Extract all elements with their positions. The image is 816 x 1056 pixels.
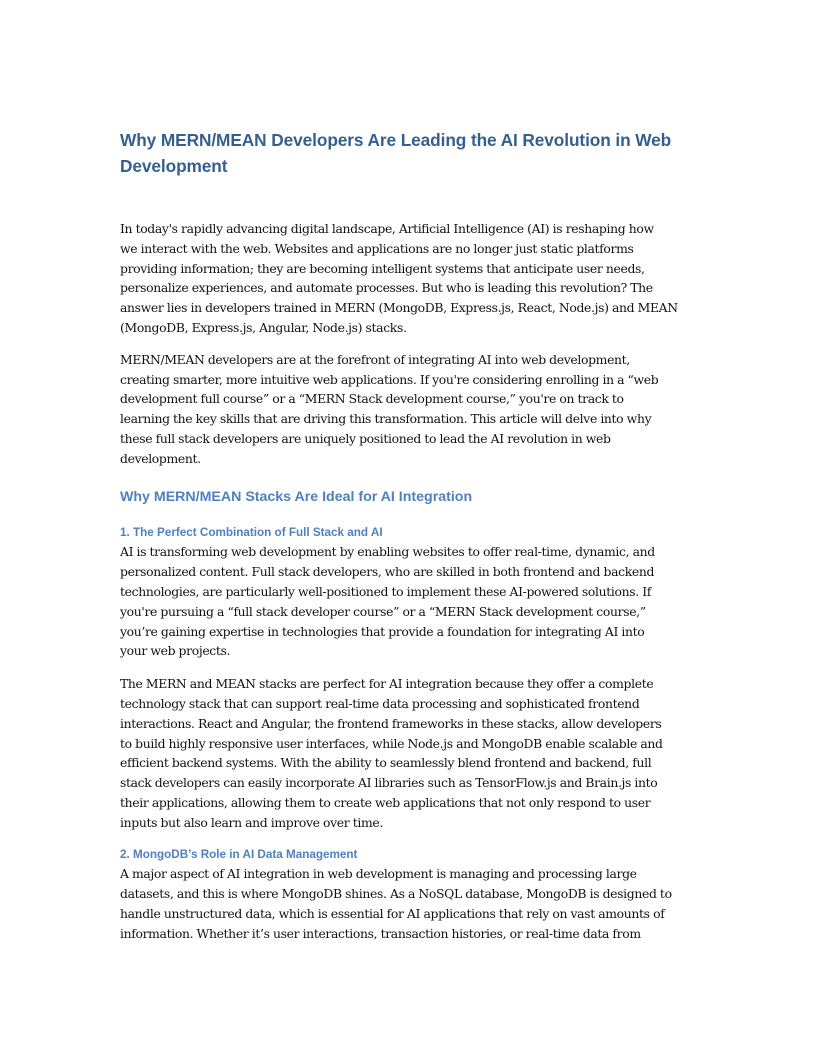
text-line: technologies, are particularly well-positioned to implement these AI-powered solutions. If — [120, 583, 652, 599]
title-line: Why MERN/MEAN Developers Are Leading the AI Revolution in Web — [120, 130, 672, 150]
text-line: development. — [120, 450, 201, 466]
text-line: creating smarter, more intuitive web applications. If you're considering enrolling in a “web — [120, 371, 659, 387]
text-line: you're pursuing a “full stack developer course” or a “MERN Stack development course,” — [120, 603, 646, 619]
text-line: these full stack developers are uniquely positioned to lead the AI revolution in web — [120, 430, 611, 446]
text-line: your web projects. — [120, 643, 231, 659]
text-line: datasets, and this is where MongoDB shines. As a NoSQL database, MongoDB is designed to — [120, 886, 672, 902]
text-line: The MERN and MEAN stacks are perfect for AI integration because they offer a complete — [120, 676, 654, 692]
intro-paragraph — [120, 219, 698, 338]
article-title — [120, 127, 698, 179]
text-line: In today's rapidly advancing digital landscape, Artificial Intelligence (AI) is reshaping how — [120, 221, 654, 236]
article-body — [120, 127, 698, 944]
text-line: handle unstructured data, which is essential for AI applications that rely on vast amounts of — [120, 905, 665, 921]
text-line: you’re gaining expertise in technologies that provide a foundation for integrating AI into — [120, 623, 645, 639]
text-line: personalized content. Full stack developers, who are skilled in both frontend and backend — [120, 564, 655, 580]
text-line: answer lies in developers trained in MERN (MongoDB, Express.js, React, Node.js) and MEAN — [120, 300, 678, 316]
text-line: providing information; they are becoming intelligent systems that anticipate user needs, — [120, 260, 645, 276]
text-line: we interact with the web. Websites and applications are no longer just static platforms — [120, 240, 634, 256]
text-line: MERN/MEAN developers are at the forefront of integrating AI into web development, — [120, 351, 630, 367]
text-line: A major aspect of AI integration in web development is managing and processing large — [120, 866, 637, 882]
text-line: their applications, allowing them to create web applications that not only respond to user — [120, 794, 651, 810]
text-line: stack developers can easily incorporate AI libraries such as TensorFlow.js and Brain.js into — [120, 775, 658, 791]
title-line: Development — [120, 156, 228, 176]
paragraph — [120, 350, 698, 469]
text-line: AI is transforming web development by enabling websites to offer real-time, dynamic, and — [120, 544, 655, 560]
text-line: (MongoDB, Express.js, Angular, Node.js) stacks. — [120, 319, 407, 335]
paragraph — [120, 542, 698, 661]
text-line: interactions. React and Angular, the frontend frameworks in these stacks, allow developers — [120, 715, 662, 731]
text-line: technology stack that can support real-time data processing and sophisticated frontend — [120, 695, 640, 711]
text-line: inputs but also learn and improve over time. — [120, 814, 383, 830]
subsection-heading: 1. The Perfect Combination of Full Stack and AI — [120, 525, 383, 539]
text-line: learning the key skills that are driving this transformation. This article will delve into why — [120, 411, 652, 427]
subsection-heading: 2. MongoDB’s Role in AI Data Management — [120, 847, 358, 861]
text-line: personalize experiences, and automate processes. But who is leading this revolution? The — [120, 280, 653, 296]
text-line: information. Whether it’s user interactions, transaction histories, or real-time data from — [120, 925, 641, 941]
paragraph — [120, 864, 698, 943]
text-line: development full course” or a “MERN Stack development course,” you're on track to — [120, 391, 624, 407]
section-heading: Why MERN/MEAN Stacks Are Ideal for AI Integration — [120, 488, 473, 505]
text-line: efficient backend systems. With the ability to seamlessly blend frontend and backend, full — [120, 755, 652, 771]
paragraph — [120, 674, 698, 832]
text-line: to build highly responsive user interfaces, while Node.js and MongoDB enable scalable and — [120, 735, 663, 751]
